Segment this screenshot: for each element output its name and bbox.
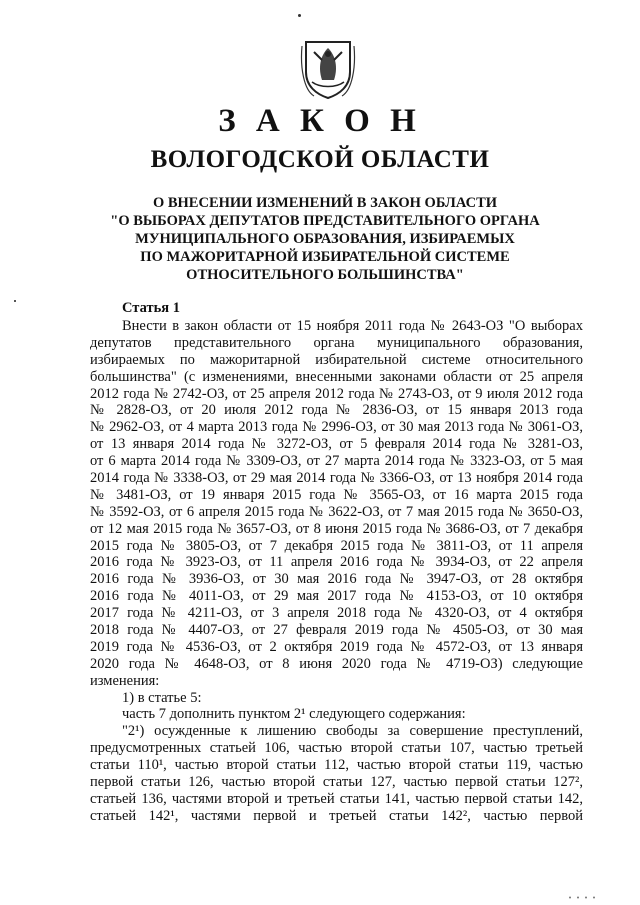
body-line: "2¹) осужденные к лишению свободы за совершение преступлений, [122,723,583,740]
subtitle-line: О ВНЕСЕНИИ ИЗМЕНЕНИЙ В ЗАКОН ОБЛАСТИ [152,195,498,211]
body-line: 2014 года № 3338-ОЗ, от 29 мая 2014 года № 3366-ОЗ, от 13 ноября 2014 года [90,470,583,487]
body-line: № 3481-ОЗ, от 19 января 2015 года № 3565-ОЗ, от 16 марта 2015 года [90,486,583,503]
body-line: предусмотренных статьей 106, частью второй статьи 107, частью третьей [90,740,583,757]
law-title: З А К О Н [218,103,422,139]
body-line: статьи 110¹, частью второй статьи 112, частью второй статьи 119, частью [90,757,583,774]
body-line: 2012 года № 2742-ОЗ, от 25 апреля 2012 года № 2743-ОЗ, от 9 июля 2012 года [90,385,583,402]
scan-artifact [298,14,301,17]
region-title: ВОЛОГОДСКОЙ ОБЛАСТИ [150,146,490,173]
subtitle-line: ОТНОСИТЕЛЬНОГО БОЛЬШИНСТВА" [186,267,464,283]
body-line: первой статьи 126, частью второй статьи 127, частью первой статьи 127², [90,774,583,791]
body-line: 2020 года № 4648-ОЗ, от 8 июня 2020 года № 4719-ОЗ) следующие [90,655,583,672]
body-line: № 2828-ОЗ, от 20 июля 2012 года № 2836-ОЗ, от 15 января 2013 года [90,402,583,419]
body-line: изменения: [90,672,160,689]
body-line: № 2962-ОЗ, от 4 марта 2013 года № 2996-ОЗ, от 30 мая 2013 года № 3061-ОЗ, [90,419,583,436]
body-line: статьей 142¹, частями первой и третьей статьи 142², частью первой [90,807,583,824]
body-line: избираемых по мажоритарной избирательной системе относительного [90,351,583,368]
article-heading: Статья 1 [122,300,180,316]
body-line: 2015 года № 3805-ОЗ, от 7 декабря 2015 года № 3811-ОЗ, от 11 апреля [90,537,583,554]
body-line: 2016 года № 4011-ОЗ, от 29 мая 2017 года № 4153-ОЗ, от 10 октября [90,588,583,605]
body-line: от 12 мая 2015 года № 3657-ОЗ, от 8 июня 2015 года № 3686-ОЗ, от 7 декабря [90,520,583,537]
subtitle-line: "О ВЫБОРАХ ДЕПУТАТОВ ПРЕДСТАВИТЕЛЬНОГО ОРГАНА [110,213,540,229]
body-line: депутатов представительного органа муниципального образования, [90,334,583,351]
scan-artifact [566,896,606,899]
article-body [90,318,583,825]
body-line: от 6 марта 2014 года № 3309-ОЗ, от 27 марта 2014 года № 3323-ОЗ, от 5 мая [90,453,583,470]
body-line: Внести в закон области от 15 ноября 2011 года № 2643-ОЗ "О выборах [122,318,583,334]
coat-of-arms-icon [300,38,356,100]
body-line: от 13 января 2014 года № 3272-ОЗ, от 5 февраля 2014 года № 3281-ОЗ, [90,436,583,453]
body-line: 1) в статье 5: [122,689,202,706]
body-line: статьей 136, частями второй и третьей статьи 141, частью первой статьи 142, [90,790,583,807]
body-line: большинства" (с изменениями, внесенными законами области от 25 апреля [90,368,583,385]
law-subtitle [90,194,560,284]
body-line: 2016 года № 3936-ОЗ, от 30 мая 2016 года № 3947-ОЗ, от 28 октября [90,571,583,588]
subtitle-line: ПО МАЖОРИТАРНОЙ ИЗБИРАТЕЛЬНОЙ СИСТЕМЕ [140,249,510,265]
body-line: № 3592-ОЗ, от 6 апреля 2015 года № 3622-ОЗ, от 7 мая 2015 года № 3650-ОЗ, [90,503,583,520]
body-line: часть 7 дополнить пунктом 2¹ следующего содержания: [122,706,466,723]
body-line: 2016 года № 3923-ОЗ, от 11 апреля 2016 года № 3934-ОЗ, от 22 апреля [90,554,583,571]
body-line: 2018 года № 4407-ОЗ, от 27 февраля 2019 года № 4505-ОЗ, от 30 мая [90,622,583,639]
subtitle-line: МУНИЦИПАЛЬНОГО ОБРАЗОВАНИЯ, ИЗБИРАЕМЫХ [135,231,515,247]
scan-artifact [14,300,16,302]
body-line: 2019 года № 4536-ОЗ, от 2 октября 2019 года № 4572-ОЗ, от 13 января [90,638,583,655]
body-line: 2017 года № 4211-ОЗ, от 3 апреля 2018 года № 4320-ОЗ, от 4 октября [90,605,583,622]
